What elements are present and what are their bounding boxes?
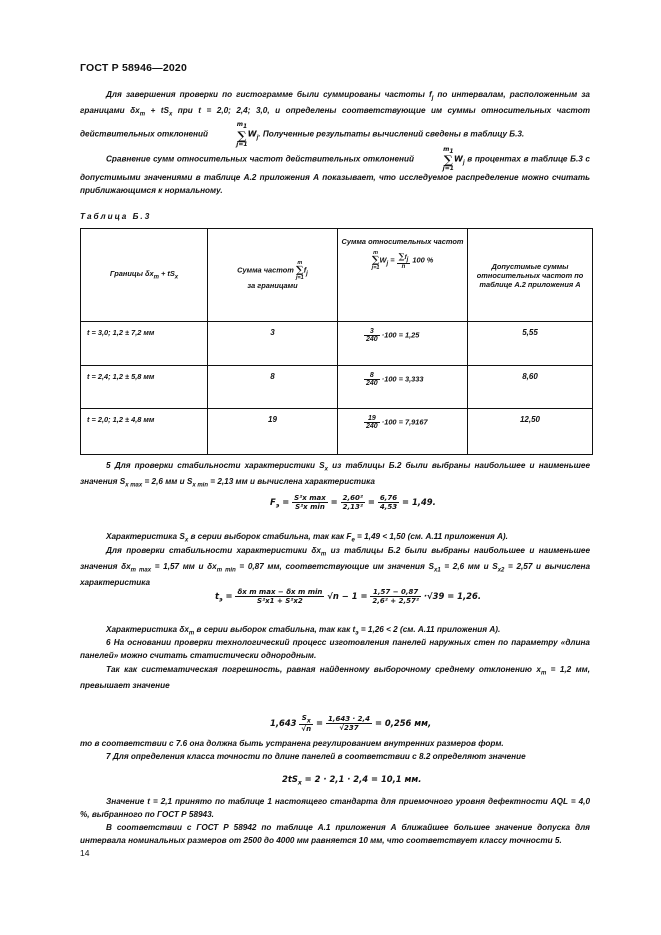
cell-relative: $\frac{8}{240}$ ·100 = 3,333 — [338, 366, 468, 409]
cell-bounds: t = 2,0; 1,2 ± 4,8 мм — [81, 409, 208, 455]
header-allowed-sums: Допустимые суммы относительных частот по таблице А.2 приложения А — [468, 229, 593, 322]
paragraph-accuracy-class: В соответствии с ГОСТ Р 58942 по таблице А.1 приложения А ближайшее большее значение допуска для интервала номинальных размеров от 2500 до 4000 мм равняется 10 мм, что соответствует классу точности 5. — [80, 823, 590, 845]
header-relative-sum: Сумма относительных частот m ∑ j=1 $W_j$ = $\frac{\sum f_j}{n}$ 100 % — [338, 229, 468, 322]
table-row — [81, 366, 593, 409]
paragraph-comparison: Сравнение сумм относительных частот действительных отклонений $m_1$ ∑ j=1 $W_j$ в процентах в таблице Б.3 с допустимыми значениями в таблице А.2 приложения А показывает, что исследуемое распределение можно считать приближающимся к нормальному. — [80, 146, 590, 195]
cell-count: 19 — [208, 409, 338, 455]
cell-relative: $\frac{3}{240}$ ·100 = 1,25 — [338, 322, 468, 366]
formula-f: $F_э$ = $\frac{\text{S²x max}}{\text{S²x min}}$ = $\frac{\text{2,60²}}{\text{2,13²}}$ = $\frac{6,76}{4,53}$ = 1,49. — [270, 494, 436, 511]
cell-count: 8 — [208, 366, 338, 409]
formula-2tsx: $2tS_x = 2 \cdot 2,1 \cdot 2,4 = 10,1$ мм. — [282, 774, 422, 787]
cell-bounds: t = 3,0; 1,2 ± 7,2 мм — [81, 322, 208, 366]
paragraph-characteristic-dxm: Характеристика $\delta x_m$ в серии выборок стабильна, так как $t_э = 1,26 < 2$ (см. А.11 приложения А). — [106, 625, 501, 637]
cell-bounds: t = 2,4; 1,2 ± 5,8 мм — [81, 366, 208, 409]
table-caption: Таблица Б.3 — [80, 212, 152, 221]
paragraph-section-7: 7 Для определения класса точности по длине панелей в соответствии с 8.2 определяют значение — [106, 752, 526, 761]
paragraph-section-5: 5 Для проверки стабильности характеристики $S_x$ из таблицы Б.2 были выбраны наибольшее и наименьшее значения $S_{x max} = 2,6$ мм и $S_{x min} = 2,13$ мм и вычислена характеристика — [80, 461, 590, 489]
sum-expression: $m_1$ ∑ j=1 — [236, 121, 248, 148]
paragraph-section-6: 6 На основании проверки технологический процесс изготовления панелей наружных стен по параметру «длина панелей» можно считать статистически однородным. — [80, 638, 590, 660]
formula-t: $t_э$ = $\frac{\text{δx m max − δx m min}}{\text{S²x1 + S²x2}}$ √n − 1 = $\frac{1,57 - 0,87}{\text{2,6² + 2,57²}}$ ·√39 = 1,26. — [215, 588, 481, 605]
header-frequency-sum: Сумма частот m ∑ j=1 $f_j$ за границами — [208, 229, 338, 322]
paragraph-correction: то в соответствии с 7.6 она должна быть устранена регулированием внутренних размеров форм. — [80, 739, 504, 748]
paragraph-stability-dxm: Для проверки стабильности характеристики $\delta x_m$ из таблицы Б.2 были выбраны наибольшее и наименьшее значения $\delta x_{m max} = 1,57$ мм и $\delta x_{m min} = 0,87$ мм, соответствующие им значения $S_{x1} = 2,6$ мм и $S_{x2} = 2,57$ и вычислена характеристика — [80, 546, 591, 588]
paragraph-aql: Значение t = 2,1 принято по таблице 1 настоящего стандарта для приемочного уровня дефектности AQL = 4,0 %, выбранного по ГОСТ Р 58943. — [80, 797, 590, 819]
cell-allowed: 12,50 — [468, 409, 593, 455]
cell-allowed: 5,55 — [468, 322, 593, 366]
cell-allowed: 8,60 — [468, 366, 593, 409]
table-b3 — [80, 228, 593, 455]
document-header: ГОСТ Р 58946—2020 — [80, 62, 188, 74]
table-row — [81, 409, 593, 455]
paragraph-systematic-error: Так как систематическая погрешность, равная найденному выборочному среднему отклонению $x_m = 1,2$ мм, превышает значение — [80, 665, 590, 691]
sum-expression: $m_1$ ∑ j=1 — [442, 146, 454, 173]
cell-count: 3 — [208, 322, 338, 366]
page-number: 14 — [80, 848, 90, 858]
paragraph-histogram: Для завершения проверки по гистограмме были суммированы частоты $f_j$ по интервалам, расположенным за границами $\delta x_m + tS_x$ при t = 2,0; 2,4; 3,0, и определены соответствующие им суммы относительных частот действительных отклонений $m_1$ ∑ j=1 $W_j$. Полученные результаты вычислений сведены в таблицу Б.3. — [80, 90, 590, 148]
header-bounds: Границы $\delta x_m + tS_x$ — [81, 229, 208, 322]
paragraph-characteristic-sx: Характеристика $S_x$ в серии выборок стабильна, так как $F_e = 1,49 < 1,50$ (см. А.11 приложения А). — [106, 532, 508, 544]
table-row — [81, 322, 593, 366]
cell-relative: $\frac{19}{240}$ ·100 = 7,9167 — [338, 409, 468, 455]
formula-error: 1,643 $\frac{S_x}{√n}$ = $\frac{1,643 \cdot 2,4}{√237}$ = 0,256 мм, — [270, 714, 432, 734]
table-header-row — [81, 229, 593, 322]
